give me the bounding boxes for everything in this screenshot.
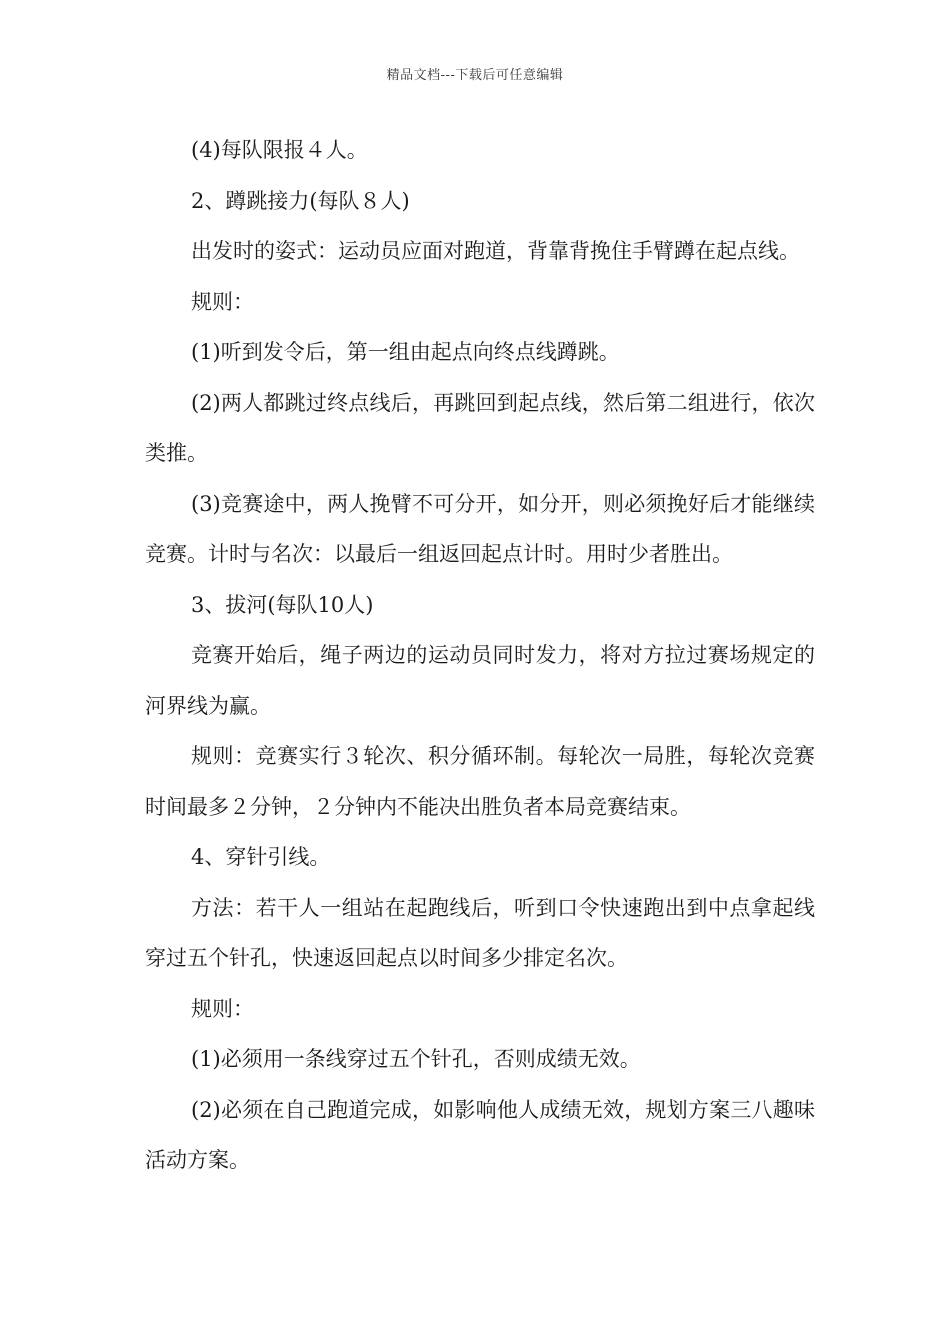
section-heading: 4、穿针引线。 — [191, 845, 331, 869]
page-header: 精品文档---下载后可任意编辑 — [386, 68, 564, 83]
paragraph: 方法：若干人一组站在起跑线后，听到口令快速跑出到中点拿起线穿过五个针孔，快速返回起点以时间多少排定名次。 — [145, 895, 815, 970]
paragraph: (4)每队限报４人。 — [191, 138, 368, 162]
section-heading: 3、拔河(每队10人) — [191, 592, 374, 617]
paragraph: (2)必须在自己跑道完成，如影响他人成绩无效，规划方案三八趣味活动方案。 — [145, 1097, 815, 1172]
document-body — [145, 125, 815, 1186]
paragraph: 规则：竞赛实行３轮次、积分循环制。每轮次一局胜，每轮次竞赛时间最多２分钟，２分钟内不能决出胜负者本局竞赛结束。 — [145, 744, 815, 819]
paragraph: (1)听到发令后，第一组由起点向终点线蹲跳。 — [191, 340, 620, 364]
paragraph: (3)竞赛途中，两人挽臂不可分开，如分开，则必须挽好后才能继续竞赛。计时与名次：以最后一组返回起点计时。用时少者胜出。 — [145, 491, 815, 566]
paragraph: 规则： — [191, 289, 254, 314]
paragraph: 规则： — [191, 996, 254, 1021]
section-heading: 2、蹲跳接力(每队８人) — [191, 188, 410, 213]
paragraph: 竞赛开始后，绳子两边的运动员同时发力，将对方拉过赛场规定的河界线为赢。 — [145, 643, 815, 718]
paragraph: (1)必须用一条线穿过五个针孔，否则成绩无效。 — [191, 1047, 641, 1071]
paragraph: 出发时的姿式：运动员应面对跑道，背靠背挽住手臂蹲在起点线。 — [191, 239, 800, 263]
paragraph: (2)两人都跳过终点线后，再跳回到起点线，然后第二组进行，依次类推。 — [145, 390, 815, 465]
